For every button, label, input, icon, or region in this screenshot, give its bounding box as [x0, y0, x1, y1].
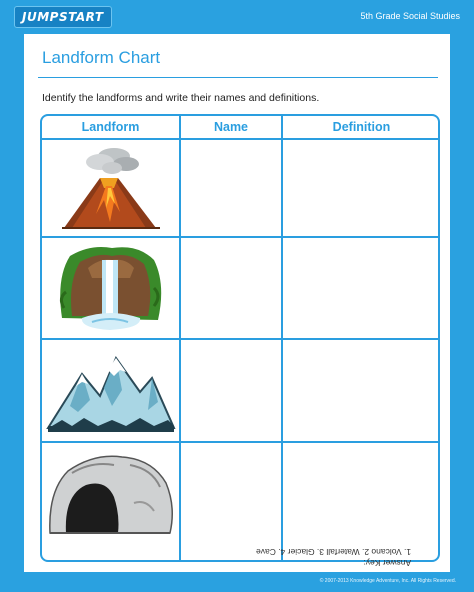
- column-header-definition: Definition: [332, 120, 391, 134]
- glacier-icon: [42, 340, 179, 441]
- worksheet-title: Landform Chart: [42, 48, 161, 67]
- jumpstart-logo[interactable]: JUMPSTART: [14, 6, 112, 28]
- grade-label: 5th Grade Social Studies: [360, 11, 460, 21]
- header-bar: [0, 0, 474, 34]
- copyright-notice: © 2007-2013 Knowledge Adventure, Inc. All Rights Reserved.: [319, 578, 456, 584]
- table-row: [42, 142, 179, 236]
- landform-table: [40, 114, 440, 562]
- answer-key: [256, 546, 411, 568]
- table-row: [42, 340, 179, 441]
- cave-icon: [42, 443, 179, 543]
- instructions-text: Identify the landforms and write their names and definitions.: [42, 92, 320, 104]
- title-divider: [38, 77, 438, 78]
- column-header-name: Name: [213, 120, 249, 134]
- waterfall-icon: [42, 238, 179, 338]
- worksheet-paper: [24, 34, 450, 572]
- volcano-icon: [42, 142, 179, 236]
- answer-key-text: 1. Volcano 2. Waterfall 3. Glacier 4. Cave: [256, 547, 412, 557]
- column-header-landform: Landform: [81, 120, 140, 134]
- answer-key-label: Answer Key:: [363, 558, 412, 568]
- table-header: [42, 116, 438, 140]
- table-row: [42, 443, 179, 543]
- table-row: [42, 238, 179, 338]
